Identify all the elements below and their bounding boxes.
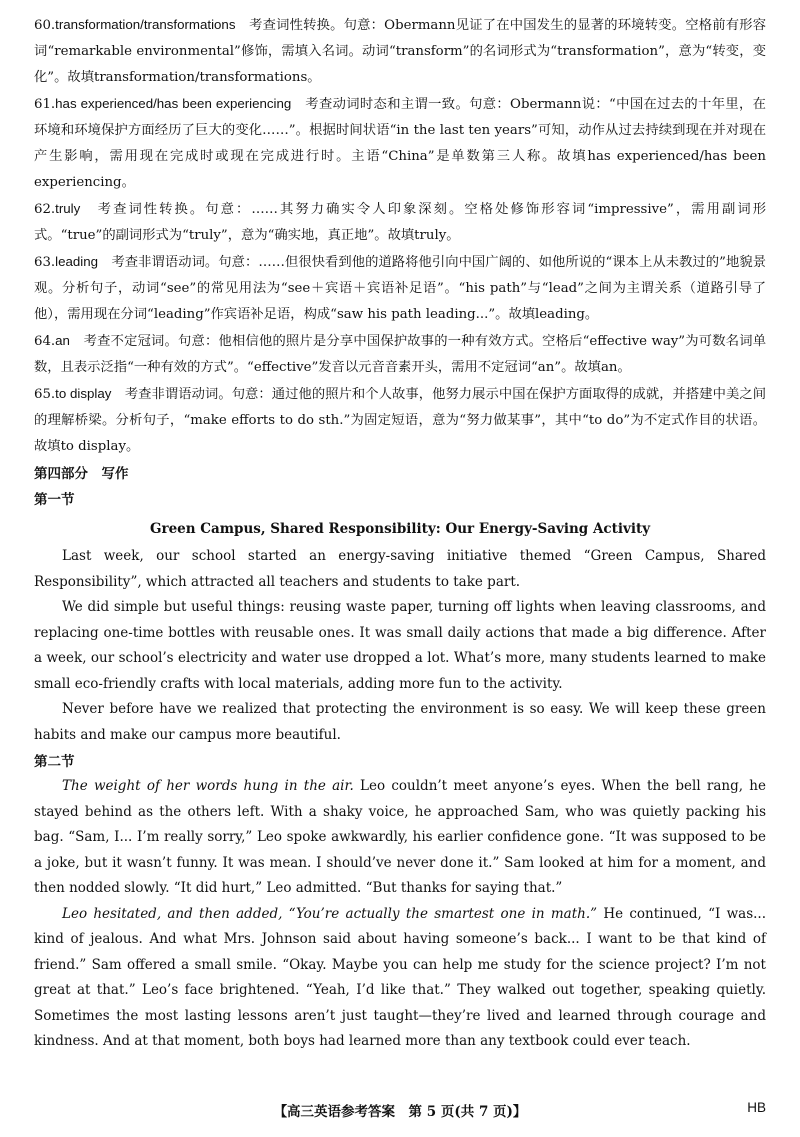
answer-item-62: [34, 196, 766, 249]
answer-item-65: [34, 381, 766, 460]
item-answer: has experienced/has been experiencing: [55, 96, 292, 111]
item-answer: transformation/transformations: [55, 17, 236, 32]
item-answer: leading: [55, 254, 99, 269]
essay-title: Green Campus, Shared Responsibility: Our Energy-Saving Activity: [149, 521, 651, 537]
story-given-opening: The weight of her words hung in the air.: [62, 778, 354, 794]
section1-heading: 第一节: [34, 492, 75, 508]
answer-list: [34, 12, 766, 460]
item-answer: an: [55, 333, 70, 348]
item-number: 63.: [34, 255, 56, 270]
essay-paragraph: We did simple but useful things: reusing waste paper, turning off lights when leaving classrooms, and replacing one-time bottles with reusable ones. It was small daily actions that made a big difference. After a week, our school’s electricity and water use dropped a lot. What’s more, many students learned to make small eco-friendly crafts with local materials, adding more fun to the activity.: [34, 599, 766, 692]
section2-heading: 第二节: [34, 754, 75, 770]
item-explanation: 考查不定冠词。句意：他相信他的照片是分享中国保护故事的一种有效方式。空格后“effective way”为可数名词单数，且表示泛指“一种有效的方式”。“effective”发音以元音音素开头，需用不定冠词“an”。故填an。: [34, 334, 766, 375]
item-number: 62.: [34, 202, 56, 217]
item-number: 61.: [34, 97, 56, 112]
story-paragraph: [34, 774, 766, 902]
item-answer: to display: [55, 386, 112, 401]
answer-item-64: [34, 328, 766, 381]
part4-heading: 第四部分 写作: [34, 466, 129, 482]
footer-page-info: 【高三英语参考答案 第 5 页(共 7 页)】: [273, 1104, 527, 1120]
essay-paragraph: Last week, our school started an energy-saving initiative themed “Green Campus, Shared Responsibility”, which attracted all teachers and students to take part.: [34, 548, 766, 590]
item-number: 65.: [34, 387, 56, 402]
story-given-opening: Leo hesitated, and then added, “You’re actually the smartest one in math.”: [62, 905, 598, 922]
item-explanation: 考查非谓语动词。句意：通过他的照片和个人故事，他努力展示中国在保护方面取得的成就，并搭建中美之间的理解桥梁。分析句子，“make efforts to do sth.”为固定短语，意为“努力做某事”，其中“to do”为不定式作目的状语。故填to display。: [34, 387, 766, 454]
story-text: He continued, “I was... kind of jealous. And what Mrs. Johnson said about having someone’s back... I want to be that kind of friend.” Sam offered a small smile. “Okay. Maybe you can help me study for the science project? I’m not great at that.” Leo’s face brightened. “Yeah, I’d like that.” They walked out together, speaking quietly. Sometimes the most lasting lessons aren’t just taught—they’re lived and learned through courage and kindness. And at that moment, both boys had learned more than any textbook could ever teach.: [34, 905, 766, 1049]
essay-paragraph: Never before have we realized that protecting the environment is so easy. We will keep these green habits and make our campus more beautiful.: [34, 701, 766, 743]
story-text: Leo couldn’t meet anyone’s eyes. When the bell rang, he stayed behind as the others left. With a shaky voice, he approached Sam, who was quietly packing his bag. “Sam, I... I’m really sorry,” Leo spoke awkwardly, his earlier confidence gone. “It was supposed to be a joke, but it wasn’t funny. It was mean. I should’ve never done it.” Sam looked at him for a moment, and then nodded slowly. “It did hurt,” Leo admitted. “But thanks for saying that.”: [34, 778, 766, 896]
item-explanation: 考查词性转换。句意：Obermann见证了在中国发生的显著的环境转变。空格前有形容词“remarkable environmental”修饰，需填入名词。动词“transform”的名词形式为“transformation”，意为“转变，变化”。故填transformation/transformations。: [34, 18, 766, 85]
item-explanation: 考查词性转换。句意：……其努力确实令人印象深刻。空格处修饰形容词“impressive”，需用副词形式。“true”的副词形式为“truly”，意为“确实地，真正地”。故填truly。: [34, 202, 766, 243]
footer-code: HB: [747, 1100, 766, 1115]
page-footer: [0, 1100, 800, 1124]
item-explanation: 考查非谓语动词。句意：……但很快看到他的道路将他引向中国广阔的、如他所说的“课本上从未教过的”地貌景观。分析句子，动词“see”的常见用法为“see＋宾语＋宾语补足语”。“his path”与“lead”之间为主谓关系（道路引导了他），需用现在分词“leading”作宾语补足语，构成“saw his path leading...”。故填leading。: [34, 255, 766, 322]
item-answer: truly: [55, 201, 81, 216]
story-paragraph: [34, 902, 766, 1055]
answer-item-63: [34, 249, 766, 328]
answer-item-60: [34, 12, 766, 91]
item-number: 64.: [34, 334, 56, 349]
item-explanation: 考查动词时态和主谓一致。句意：Obermann说：“中国在过去的十年里，在环境和环境保护方面经历了巨大的变化……”。根据时间状语“in the last ten years”可知，动作从过去持续到现在并对现在产生影响，需用现在完成时或现在完成进行时。主语“China”是单数第三人称。故填has experienced/has been experiencing。: [34, 97, 766, 190]
item-number: 60.: [34, 18, 56, 33]
answer-item-61: [34, 91, 766, 196]
